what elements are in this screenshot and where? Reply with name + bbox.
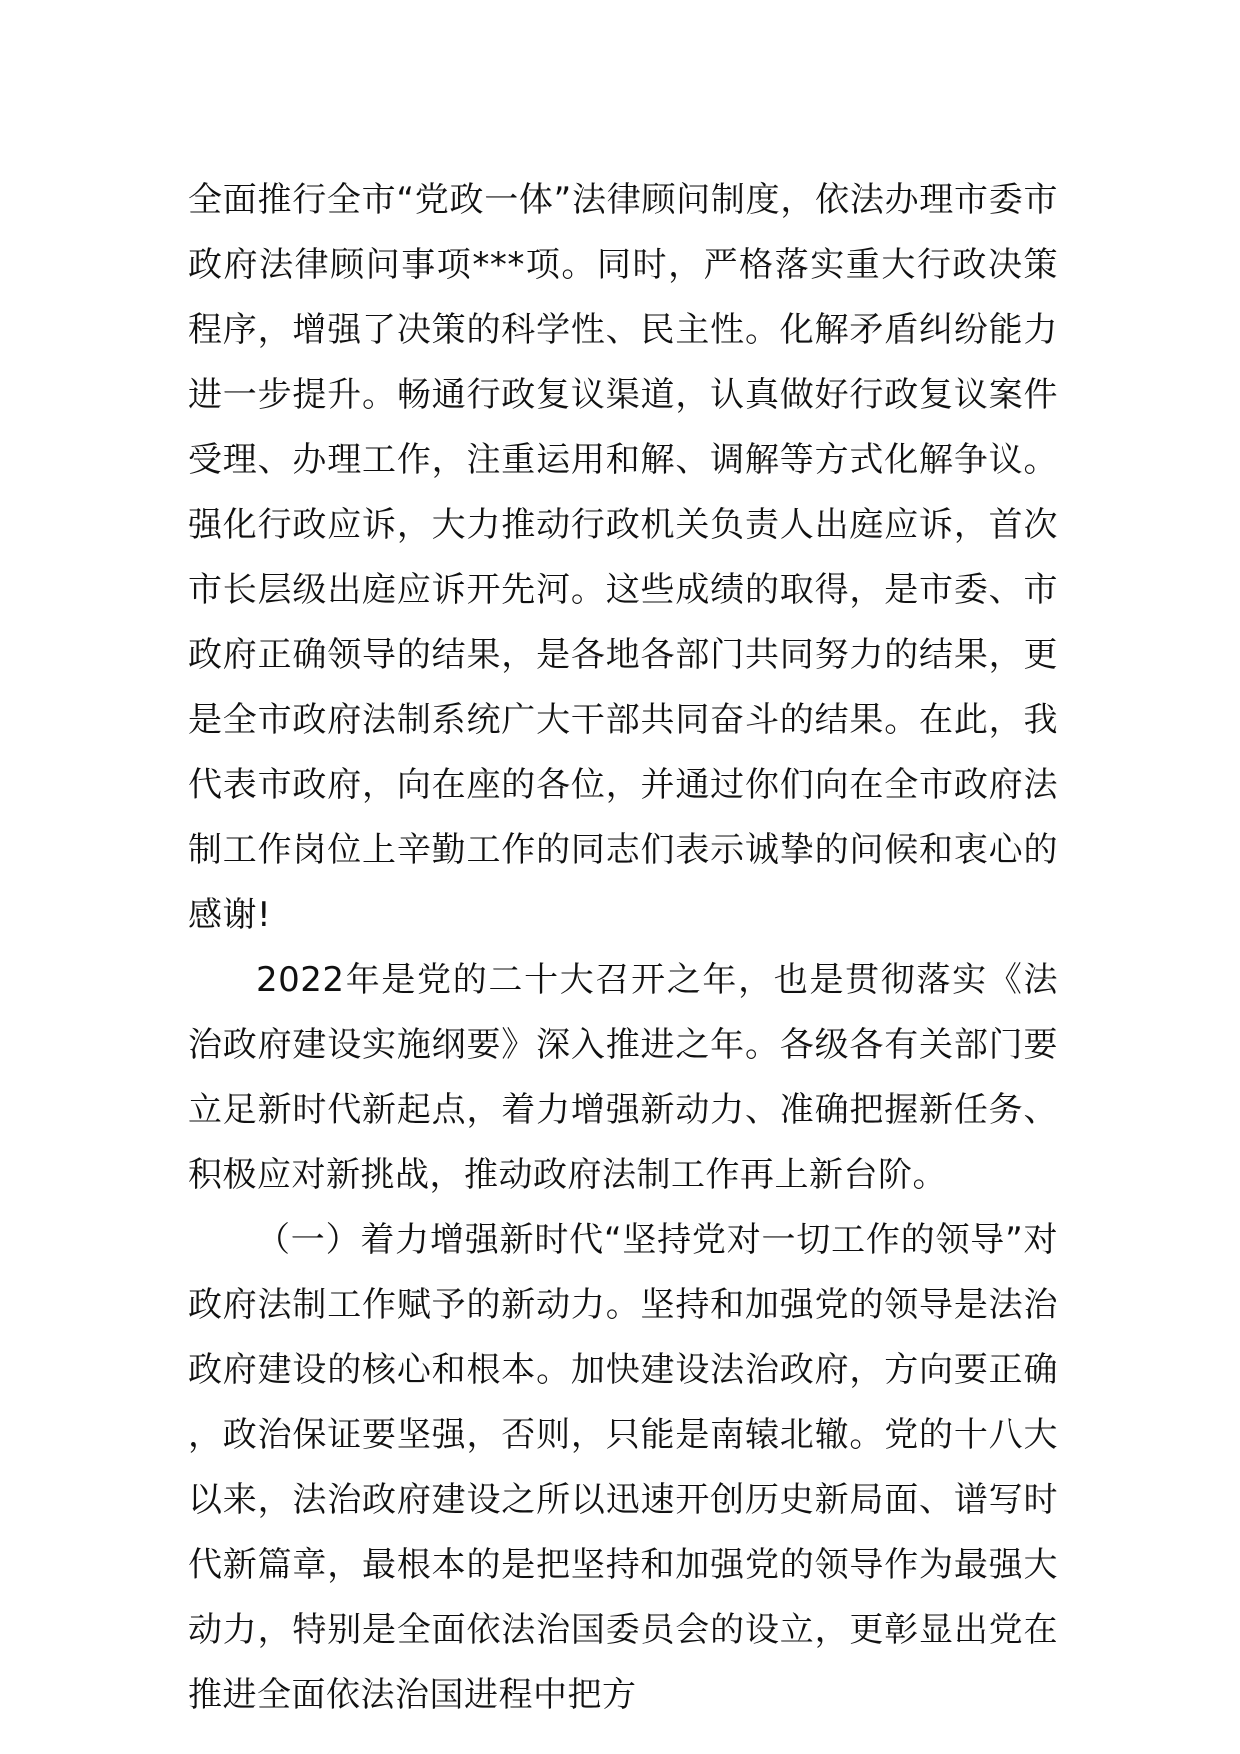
paragraph-1: 全面推行全市“党政一体”法律顾问制度，依法办理市委市政府法律顾问事项***项。同时，严格落实重大行政决策程序，增强了决策的科学性、民主性。化解矛盾纠纷能力进一步提升。畅通行政复议渠道，认真做好行政复议案件受理、办理工作，注重运用和解、调解等方式化解争议。强化行政应诉，大力推动行政机关负责人出庭应诉，首次市长层级出庭应诉开先河。这些成绩的取得，是市委、市政府正确领导的结果，是各地各部门共同努力的结果，更是全市政府法制系统广大干部共同奋斗的结果。在此，我代表市政府，向在座的各位，并通过你们向在全市政府法制工作岗位上辛勤工作的同志们表示诚挚的问候和衷心的感谢! <box>188 180 1058 935</box>
document-body <box>188 168 1058 1728</box>
paragraph-3: （一）着力增强新时代“坚持党对一切工作的领导”对政府法制工作赋予的新动力。坚持和加强党的领导是法治政府建设的核心和根本。加快建设法治政府，方向要正确，政治保证要坚强，否则，只能是南辕北辙。党的十八大以来，法治政府建设之所以迅速开创历史新局面、谱写时代新篇章，最根本的是把坚持和加强党的领导作为最强大动力，特别是全面依法治国委员会的设立，更彰显出党在推进全面依法治国进程中把方 <box>188 1220 1058 1715</box>
paragraph-2: 2022年是党的二十大召开之年，也是贯彻落实《法治政府建设实施纲要》深入推进之年。各级各有关部门要立足新时代新起点，着力增强新动力、准确把握新任务、积极应对新挑战，推动政府法制工作再上新台阶。 <box>188 960 1058 1195</box>
